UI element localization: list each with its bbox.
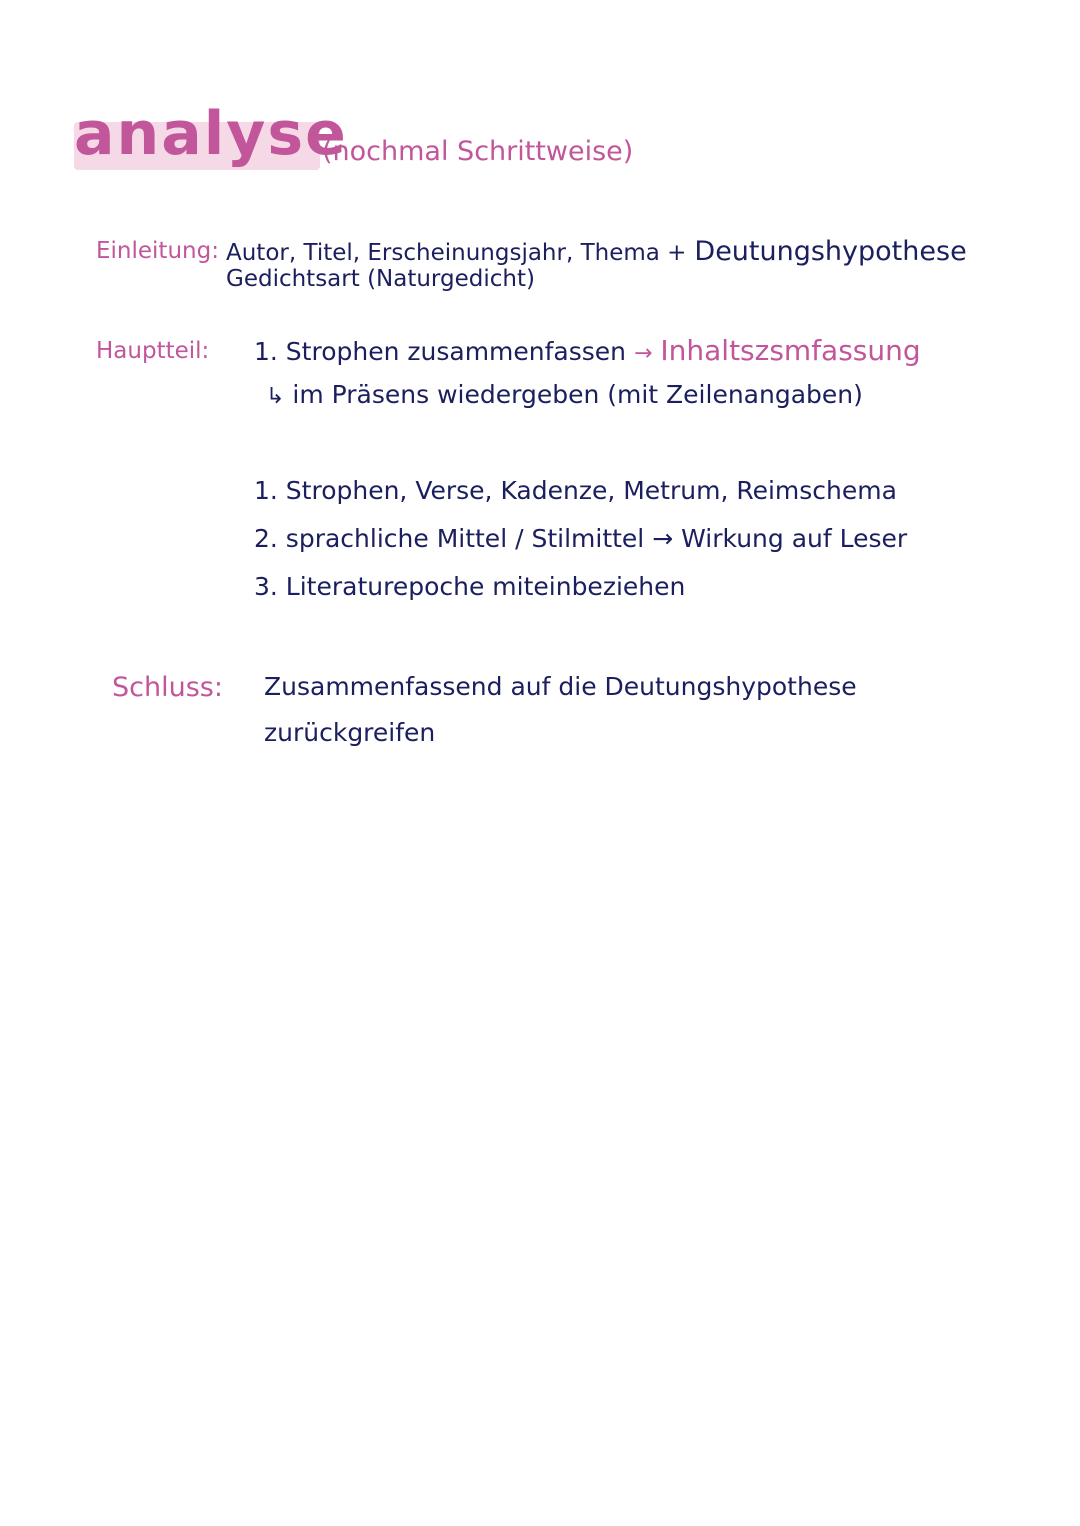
schluss-line-1: Zusammenfassend auf die Deutungshypothese — [264, 672, 857, 701]
einleitung-line-1-hypothesis: Deutungshypothese — [694, 236, 967, 267]
page-title: analyse — [74, 99, 348, 169]
hauptteil-step-1-sub — [266, 380, 863, 409]
hauptteil-step-1-sub-text: im Präsens wiedergeben (mit Zeilenangaben) — [292, 380, 863, 409]
hauptteil-step-1-text: 1. Strophen zusammenfassen — [254, 337, 627, 366]
einleitung-line-2: Gedichtsart (Naturgedicht) — [226, 266, 535, 292]
page-subtitle: (nochmal Schrittweise) — [322, 136, 634, 167]
arrow-right-icon: → — [633, 341, 653, 366]
title-block — [74, 99, 348, 169]
einleitung-label: Einleitung: — [96, 238, 219, 264]
hauptteil-step-1-result: Inhaltszsmfassung — [660, 334, 921, 367]
schluss-label: Schluss: — [112, 672, 223, 703]
schluss-line-2: zurückgreifen — [264, 718, 436, 747]
hauptteil-list-item-2: 2. sprachliche Mittel / Stilmittel → Wirkung auf Leser — [254, 524, 908, 553]
einleitung-line-1-text: Autor, Titel, Erscheinungsjahr, Thema + — [226, 240, 687, 266]
hauptteil-label: Hauptteil: — [96, 338, 210, 364]
hauptteil-step-1 — [254, 334, 921, 367]
hauptteil-list-item-3: 3. Literaturepoche miteinbeziehen — [254, 572, 686, 601]
hauptteil-list-item-1: 1. Strophen, Verse, Kadenze, Metrum, Reimschema — [254, 476, 897, 505]
einleitung-line-1 — [226, 236, 967, 267]
arrow-down-right-icon: ↳ — [266, 384, 285, 409]
